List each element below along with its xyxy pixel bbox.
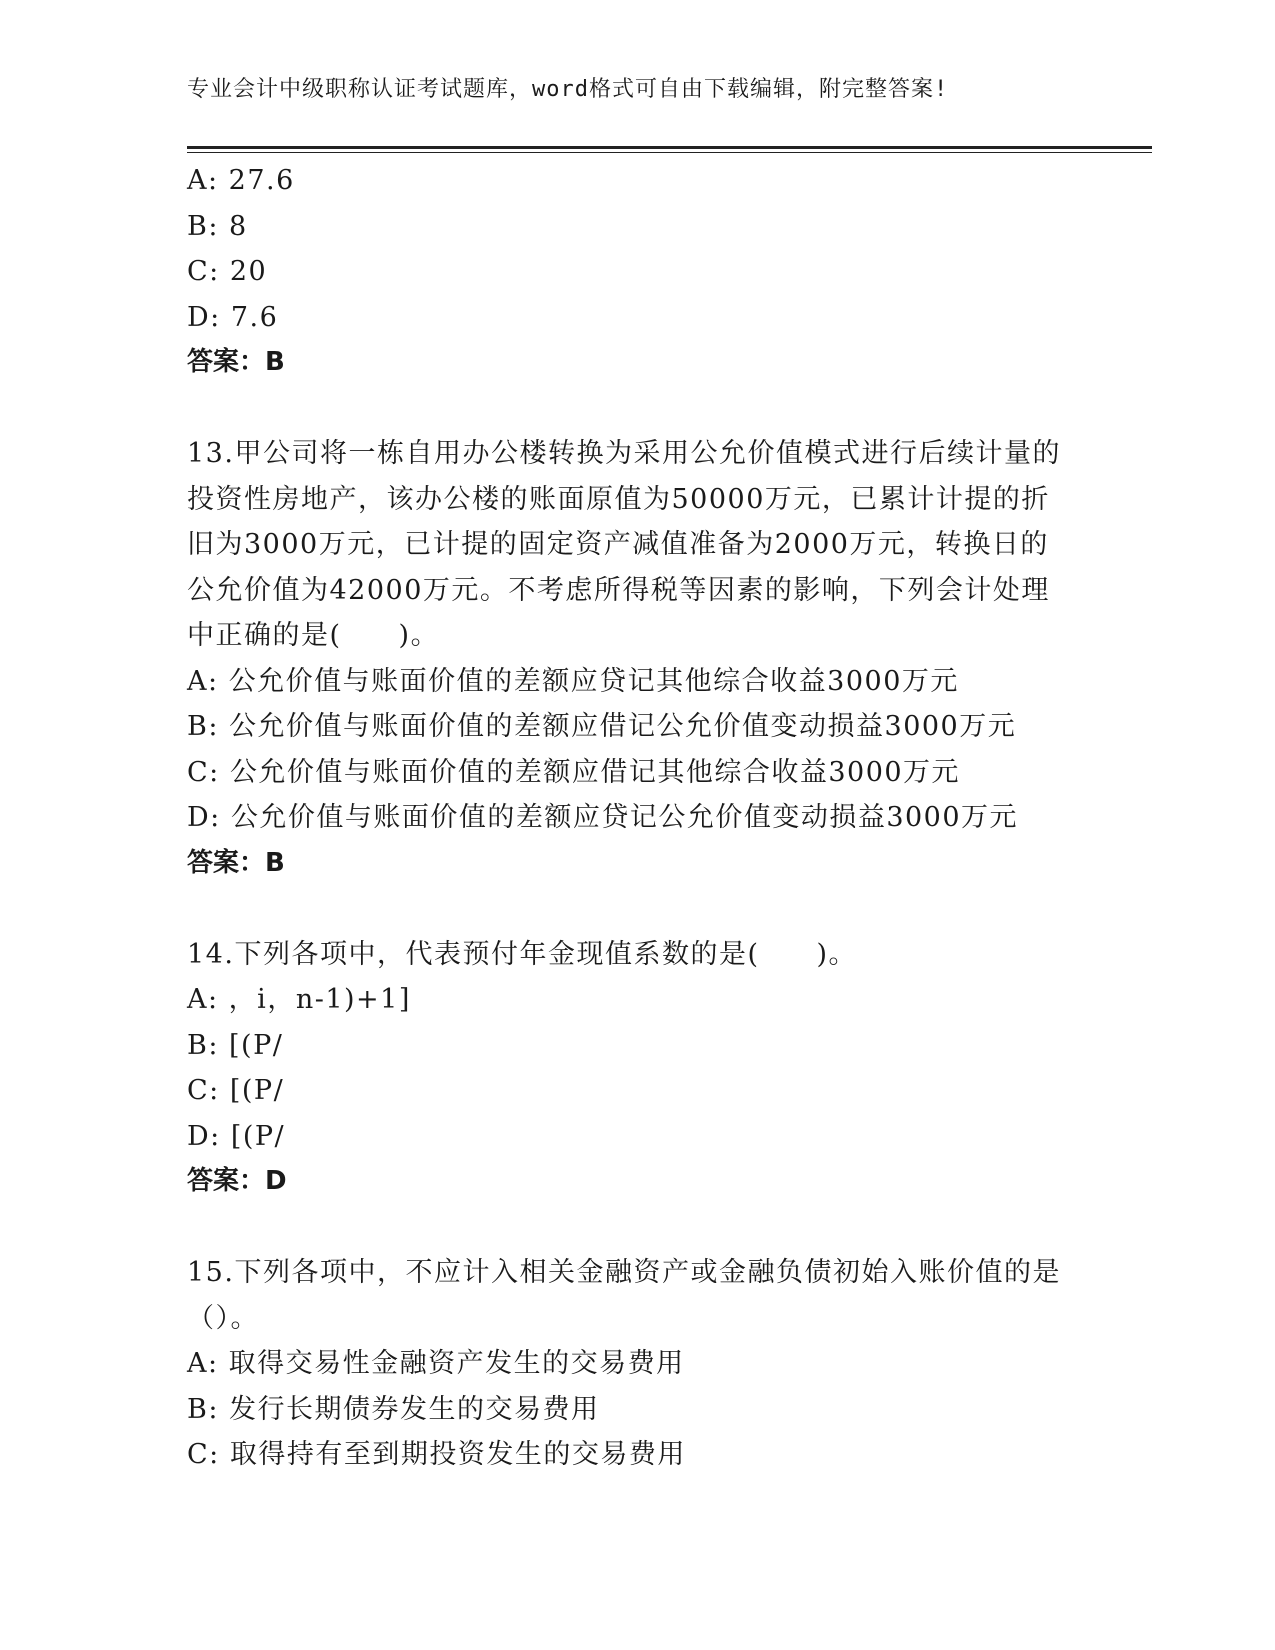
question-stem-line: 13.甲公司将一栋自用办公楼转换为采用公允价值模式进行后续计量的 — [187, 438, 1061, 469]
option-b: B: 发行长期债券发生的交易费用 — [187, 1393, 600, 1425]
spacer — [187, 886, 1087, 932]
option-b: B: 8 — [187, 210, 248, 242]
question-stem-line: 14.下列各项中，代表预付年金现值系数的是( )。 — [187, 938, 858, 970]
option-d: D: 7.6 — [187, 301, 279, 333]
question-stem-line: （）。 — [187, 1302, 259, 1334]
option-a: A: 27.6 — [187, 165, 295, 196]
option-a: A: 取得交易性金融资产发生的交易费用 — [187, 1348, 685, 1379]
option-a: A: 公允价值与账面价值的差额应贷记其他综合收益3000万元 — [187, 665, 959, 697]
option-d: D: 公允价值与账面价值的差额应贷记公允价值变动损益3000万元 — [187, 802, 1019, 833]
option-c: C: 20 — [187, 256, 268, 287]
spacer — [187, 1205, 1087, 1251]
question-stem-line: 15.下列各项中，不应计入相关金融资产或金融负债初始入账价值的是 — [187, 1257, 1061, 1288]
answer-line: 答案：D — [187, 1166, 287, 1196]
question-13-block — [187, 431, 1087, 886]
option-c: C: [(P/ — [187, 1075, 285, 1106]
option-d: D: [(P/ — [187, 1120, 286, 1152]
question-stem-line: 旧为3000万元，已计提的固定资产减值准备为2000万元，转换日的 — [187, 529, 1049, 560]
spacer — [187, 386, 1087, 432]
header-rule-thin — [187, 152, 1152, 153]
document-body — [187, 158, 1087, 1478]
question-stem-line: 投资性房地产，该办公楼的账面原值为50000万元，已累计计提的折 — [187, 483, 1050, 515]
answer-line: 答案：B — [187, 347, 285, 377]
option-b: B: 公允价值与账面价值的差额应借记公允价值变动损益3000万元 — [187, 711, 1017, 742]
option-c: C: 公允价值与账面价值的差额应借记其他综合收益3000万元 — [187, 756, 961, 788]
question-stem-line: 中正确的是( )。 — [187, 620, 440, 651]
question-14-block — [187, 932, 1087, 1205]
answer-line: 答案：B — [187, 847, 285, 878]
option-c: C: 取得持有至到期投资发生的交易费用 — [187, 1439, 686, 1470]
question-stem-line: 公允价值为42000万元。不考虑所得税等因素的影响，下列会计处理 — [187, 574, 1050, 606]
page-header: 专业会计中级职称认证考试题库，word格式可自由下载编辑，附完整答案! — [187, 77, 949, 102]
question-15-block — [187, 1250, 1087, 1478]
header-rule-thick — [187, 146, 1152, 149]
question-12-block — [187, 158, 1087, 386]
option-a: A: ，i，n-1)+1] — [187, 984, 411, 1015]
option-b: B: [(P/ — [187, 1029, 284, 1061]
